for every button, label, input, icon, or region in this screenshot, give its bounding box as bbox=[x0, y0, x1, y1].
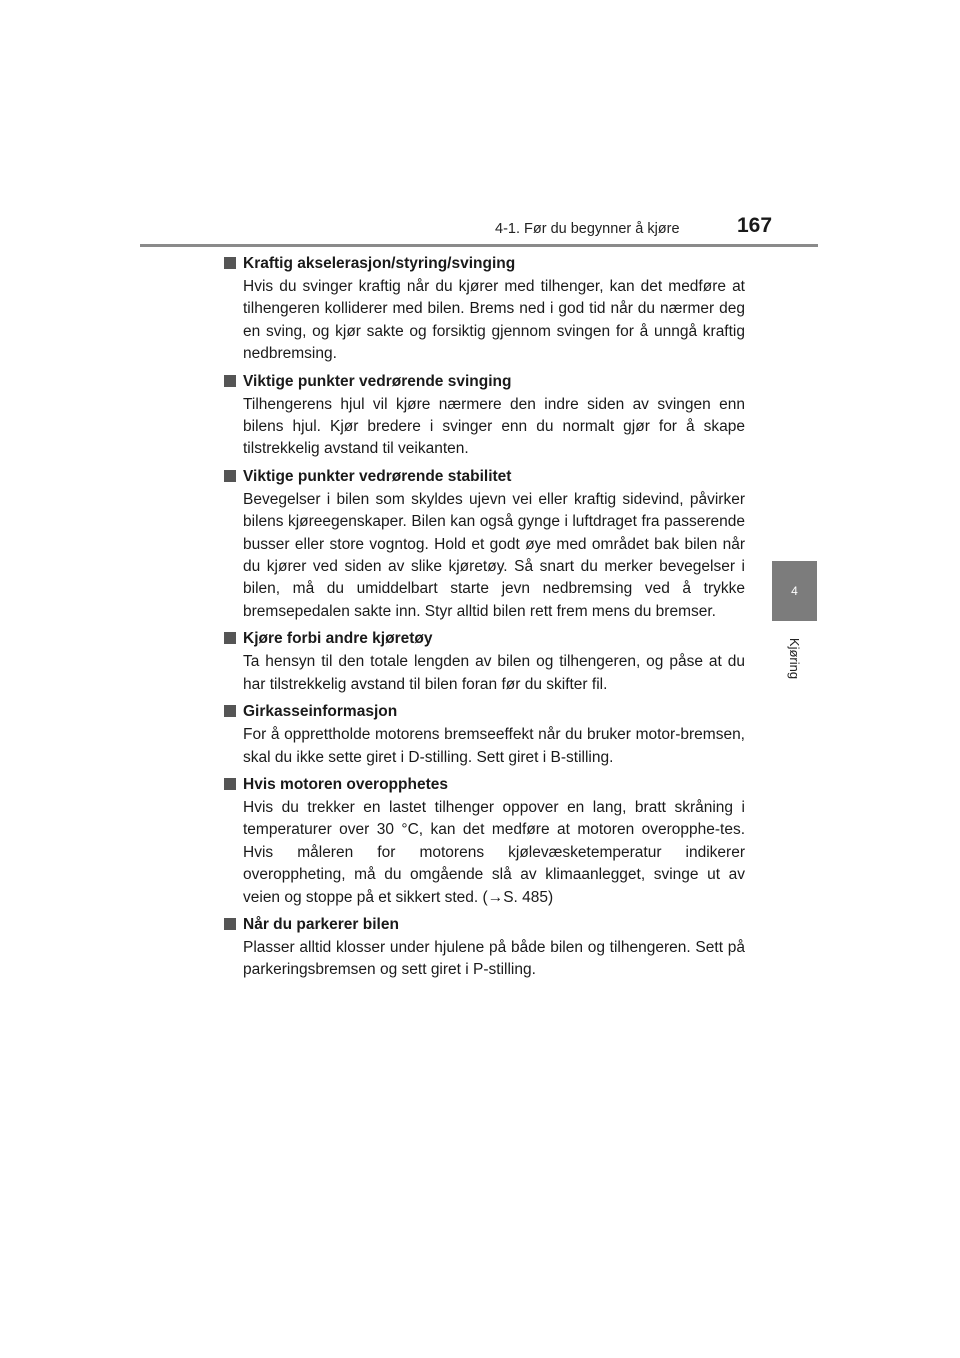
section-heading bbox=[224, 913, 745, 937]
chapter-number: 4 bbox=[791, 584, 798, 598]
section-title: Girkasseinformasjon bbox=[243, 703, 398, 721]
section-heading bbox=[224, 627, 745, 651]
page-number: 167 bbox=[737, 214, 773, 237]
chapter-section-title: 4-1. Før du begynner å kjøre bbox=[495, 221, 680, 237]
section-body: Hvis du svinger kraftig når du kjører med tilhenger, kan det medføre at tilhengeren kolliderer med bilen. Brems ned i god tid når du nærmer deg en sving, og kjør sakte og forsiktig gjennom svingen for å unngå kraftig nedbremsing. bbox=[243, 278, 745, 363]
section-title: Kjøre forbi andre kjøretøy bbox=[243, 630, 433, 648]
section-girkasse bbox=[224, 700, 745, 769]
section-heading bbox=[224, 252, 745, 276]
section-overoppheting bbox=[224, 773, 745, 909]
section-title: Når du parkerer bilen bbox=[243, 915, 399, 933]
section-body: Hvis du trekker en lastet tilhenger oppover en lang, bratt skråning i temperaturer over 30 °C, kan det medføre at motoren overopphe-tes. Hvis måleren for motorens kjølevæsketemperatur indikerer overoppheting, må du omgående slå av klimaanlegget, svinge ut av veien og stoppe på et sikkert sted. (→S. 485) bbox=[243, 798, 745, 906]
chapter-label-text: Kjøring bbox=[787, 637, 802, 679]
section-body: For å opprettholde motorens bremseeffekt når du bruker motor-bremsen, skal du ikke sette giret i D-stilling. Sett giret i B-stilling. bbox=[243, 726, 745, 766]
section-body: Ta hensyn til den totale lengden av bilen og tilhengeren, og påse at du har tilstrekkelig avstand til bilen foran før du skifter fil. bbox=[243, 653, 745, 693]
square-bullet-icon bbox=[224, 470, 236, 482]
section-kraftig-akselerasjon bbox=[224, 252, 745, 366]
page-content bbox=[224, 252, 745, 986]
square-bullet-icon bbox=[224, 375, 236, 387]
section-body: Tilhengerens hjul vil kjøre nærmere den indre siden av svingen enn bilens hjul. Kjør bredere i svinger enn du normalt gjør for å skape tilstrekkelig avstand til veikanten. bbox=[243, 395, 745, 458]
section-title: Viktige punkter vedrørende svinging bbox=[243, 372, 512, 390]
square-bullet-icon bbox=[224, 918, 236, 930]
section-heading bbox=[224, 773, 745, 797]
section-title: Hvis motoren overopphetes bbox=[243, 775, 448, 793]
section-forbikjoring bbox=[224, 627, 745, 696]
section-heading bbox=[224, 465, 745, 489]
square-bullet-icon bbox=[224, 257, 236, 269]
section-parkering bbox=[224, 913, 745, 982]
section-heading bbox=[224, 370, 745, 394]
chapter-label bbox=[772, 628, 817, 688]
square-bullet-icon bbox=[224, 778, 236, 790]
section-body: Plasser alltid klosser under hjulene på både bilen og tilhengeren. Sett på parkeringsbremsen og sett giret i P-stilling. bbox=[243, 938, 745, 979]
section-body: Bevegelser i bilen som skyldes ujevn vei eller kraftig sidevind, påvirker bilens kjøreegenskaper. Bilen kan også gynge i luftdraget fra passerende busser eller store vogntog. Hold et godt øye med området bak bilen når du kjører ved siden av slike kjøretøy. Så snart du merker bevegelser i bilen, må du umiddelbart starte jevn nedbremsing ved å trykke bremsepedalen sakte inn. Styr alltid bilen rett frem mens du bremser. bbox=[243, 490, 745, 620]
header-divider bbox=[140, 244, 818, 247]
section-title: Kraftig akselerasjon/styring/svinging bbox=[243, 255, 516, 272]
section-heading bbox=[224, 700, 745, 724]
square-bullet-icon bbox=[224, 705, 236, 717]
square-bullet-icon bbox=[224, 632, 236, 644]
section-title: Viktige punkter vedrørende stabilitet bbox=[243, 467, 512, 485]
section-svinging bbox=[224, 370, 745, 461]
section-stabilitet bbox=[224, 465, 745, 623]
chapter-tab bbox=[772, 561, 817, 621]
